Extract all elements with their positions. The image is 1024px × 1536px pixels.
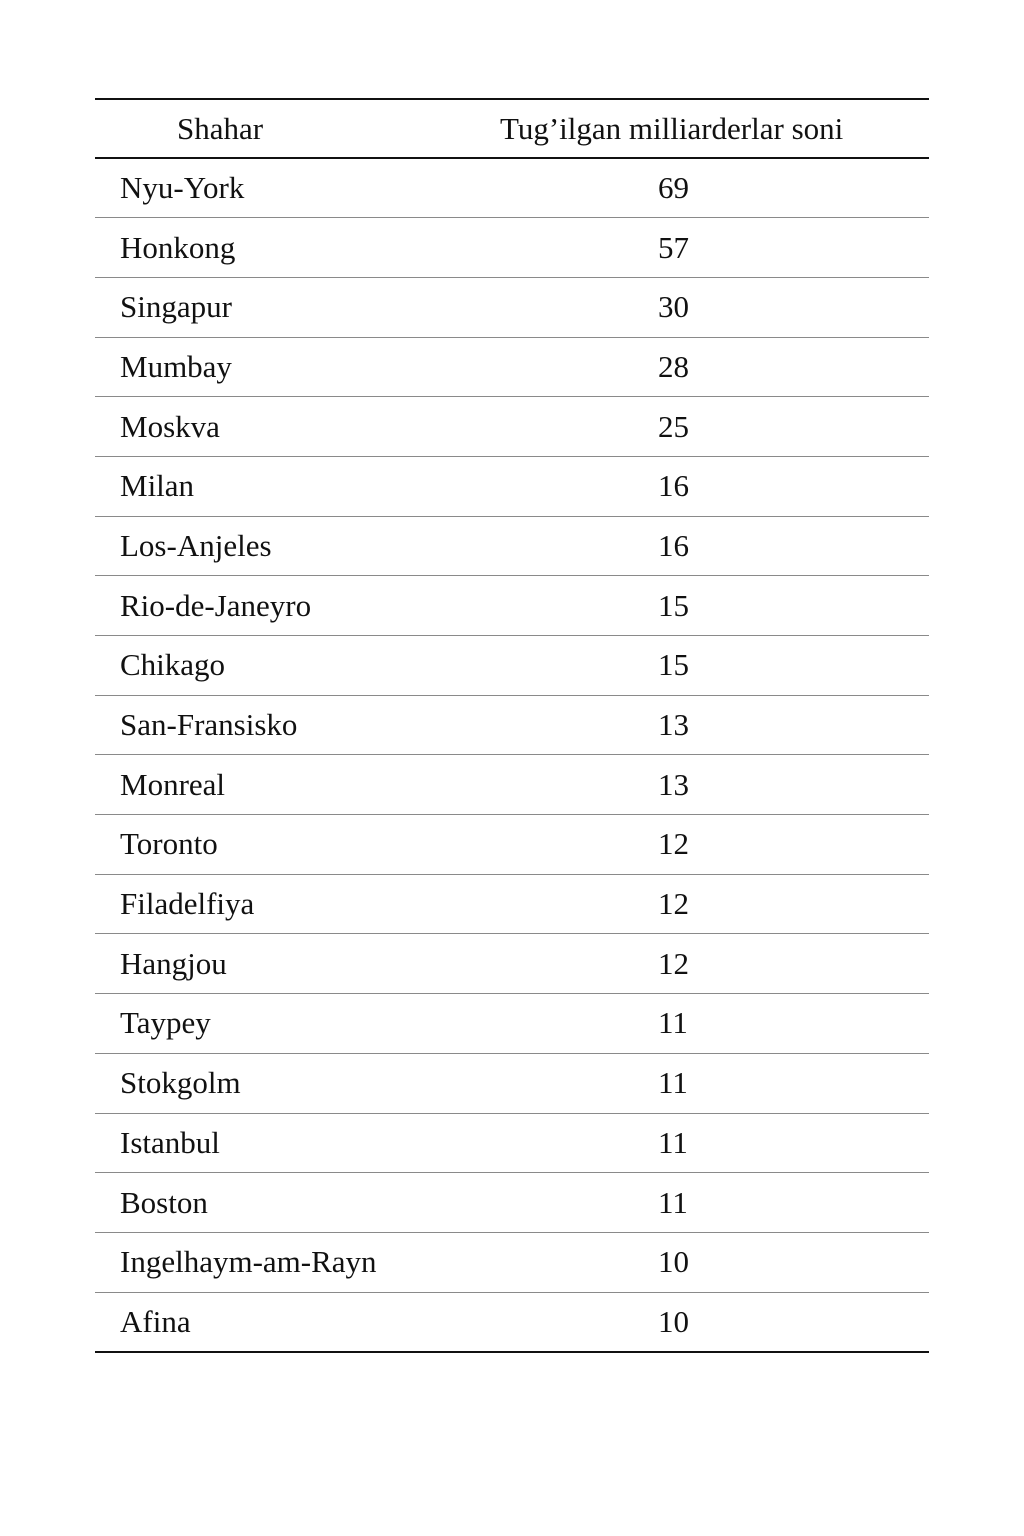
table-row <box>95 277 929 337</box>
table-row <box>95 218 929 278</box>
column-header-count: Tug’ilgan milliarderlar soni <box>500 110 844 146</box>
cell-city: Toronto <box>120 826 218 862</box>
cell-count: 11 <box>658 1005 688 1041</box>
table-row <box>95 874 929 934</box>
table-row <box>95 337 929 397</box>
cell-city: Los-Anjeles <box>120 527 272 563</box>
cell-count: 13 <box>658 766 689 802</box>
cell-count: 12 <box>658 826 689 862</box>
cell-city: Honkong <box>120 229 236 265</box>
cell-city: Milan <box>120 468 195 504</box>
table-row <box>95 636 929 696</box>
cell-city: Taypey <box>120 1005 211 1041</box>
cell-count: 10 <box>658 1303 689 1339</box>
cell-count: 15 <box>658 647 689 683</box>
table-row <box>95 755 929 815</box>
table-header <box>95 99 929 158</box>
cell-count: 10 <box>658 1244 689 1280</box>
cell-city: Ingelhaym-am-Rayn <box>120 1244 377 1280</box>
table-row <box>95 1173 929 1233</box>
cell-city: Monreal <box>120 766 226 802</box>
table-row <box>95 1053 929 1113</box>
cell-city: Stokgolm <box>120 1065 241 1101</box>
table-row <box>95 994 929 1054</box>
cell-count: 11 <box>658 1065 688 1101</box>
cell-city: Rio-de-Janeyro <box>120 587 312 623</box>
cell-count: 16 <box>658 527 689 563</box>
cell-count: 25 <box>658 408 689 444</box>
cell-city: Hangjou <box>120 945 227 981</box>
cell-city: San-Fransisko <box>120 707 298 743</box>
cell-count: 30 <box>658 289 689 325</box>
cell-city: Singapur <box>120 289 232 325</box>
cell-city: Nyu-York <box>120 170 245 206</box>
table-row <box>95 397 929 457</box>
table-row <box>95 934 929 994</box>
table-row <box>95 158 929 218</box>
table-row <box>95 815 929 875</box>
cell-count: 28 <box>658 348 689 384</box>
cell-count: 12 <box>658 945 689 981</box>
column-header-city: Shahar <box>177 110 264 146</box>
table-body <box>95 158 929 1352</box>
billionaires-by-city-table <box>95 98 929 1353</box>
cell-city: Filadelfiya <box>120 886 255 922</box>
cell-city: Chikago <box>120 647 226 683</box>
table-row <box>95 695 929 755</box>
header-row <box>95 99 929 158</box>
billionaires-table-container <box>95 98 929 1353</box>
cell-city: Istanbul <box>120 1124 220 1160</box>
cell-count: 69 <box>658 170 689 206</box>
cell-count: 15 <box>658 587 689 623</box>
cell-city: Boston <box>120 1184 208 1220</box>
table-row <box>95 1292 929 1352</box>
table-row <box>95 456 929 516</box>
table-row <box>95 576 929 636</box>
table-row <box>95 1113 929 1173</box>
cell-count: 11 <box>658 1184 688 1220</box>
cell-count: 13 <box>658 707 689 743</box>
table-row <box>95 516 929 576</box>
table-row <box>95 1232 929 1292</box>
cell-city: Moskva <box>120 408 220 444</box>
cell-count: 12 <box>658 886 689 922</box>
cell-count: 57 <box>658 229 689 265</box>
cell-city: Mumbay <box>120 348 232 384</box>
cell-count: 16 <box>658 468 689 504</box>
cell-count: 11 <box>658 1124 688 1160</box>
cell-city: Afina <box>120 1303 191 1339</box>
